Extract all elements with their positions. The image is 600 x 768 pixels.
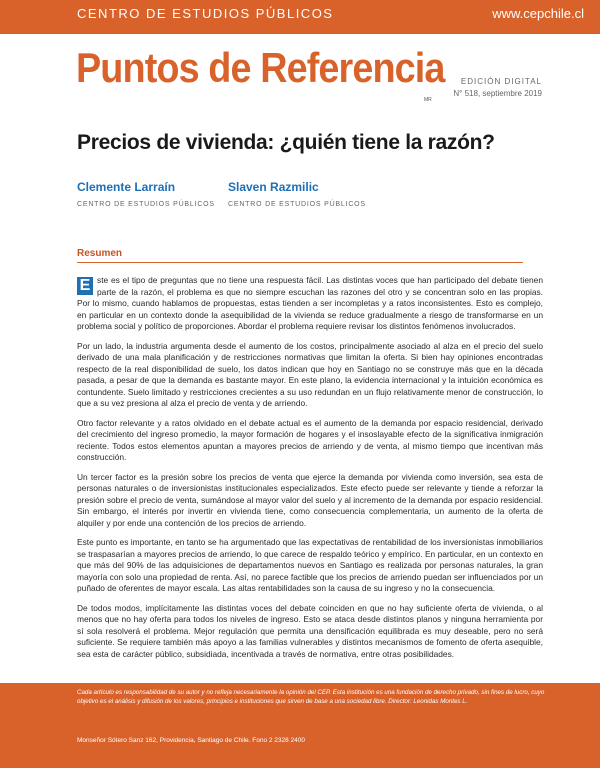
article-body: [77, 275, 543, 668]
section-divider: [77, 262, 523, 263]
top-banner: [0, 0, 600, 34]
author-2: [228, 180, 366, 208]
paragraph: De todos modos, implícitamente las distintas voces del debate coinciden en que no hay suficiente oferta de vivienda, o al menos que no hay oferta para todos los niveles de ingreso. Esto se ataca desde distintos planos y ninguna herramienta por sí sola resolverá el problema. Mejor regulación que permita una densificación equilibrada es muy deseable, pero no será suficiente. Se requiere también más apoyo a las familias vulnerables y distintos mecanismos de fomento de oferta asequible, sea esta de carácter público, subsidiada, incentivada a través de normativa, entre otras posibilidades.: [77, 602, 543, 659]
edition-info: [453, 76, 542, 100]
footer-disclaimer: Cada artículo es responsabilidad de su autor y no refleja necesariamente la opinión del CEP. Esta institución es una fundación de derecho privado, sin fines de lucro, cuyo objetivo es el análisis y difusión de los valores, principios e instituciones que sirven de base a una sociedad libre. Director: Leonidas Montes L.: [77, 689, 545, 705]
publication-brand: Puntos de Referencia: [76, 44, 445, 91]
edition-number: N° 518, septiembre 2019: [453, 89, 542, 98]
drop-cap: E: [77, 277, 93, 295]
author-affiliation: CENTRO DE ESTUDIOS PÚBLICOS: [77, 201, 215, 208]
footer-address: Monseñor Sótero Sanz 162, Providencia, Santiago de Chile. Fono 2 2328 2400: [77, 737, 306, 744]
paragraph: Este punto es importante, en tanto se ha argumentado que las expectativas de rentabilidad de los inversionistas inmobiliarios se traspasarían a mayores precios de arriendo, lo que carece de respaldo teórico y empírico. En particular, en un contexto en que más del 90% de las adquisiciones de departamentos nuevos en Santiago es realizada por personas naturales, la gran mayoría con solo una propiedad de renta. Así, no parece factible que los precios de arriendo puedan ser influenciados por un puñado de oferentes de mayor escala. Las altas rentabilidades son la causa de su ingreso y no la consecuencia.: [77, 537, 543, 593]
org-name: CENTRO DE ESTUDIOS PÚBLICOS: [77, 6, 334, 21]
author-1: [77, 180, 215, 208]
footer: [0, 683, 600, 768]
trademark-mark: MR: [424, 97, 432, 103]
section-heading: Resumen: [77, 248, 130, 259]
author-name: Clemente Larraín: [77, 180, 176, 194]
paragraph: Otro factor relevante y a ratos olvidado en el debate actual es el aumento de la demanda por espacio residencial, derivado del crecimiento del ingreso promedio, la mayor formación de hogares y el insoslayable efecto de la significativa inmigración reciente. Todos estos elementos apuntan a mayores precios de arriendo y de venta, al mismo tiempo que incentivan más construcción.: [77, 417, 543, 462]
article-title: Precios de vivienda: ¿quién tiene la razón?: [77, 131, 495, 154]
paragraph: Un tercer factor es la presión sobre los precios de venta que ejerce la demanda por vivienda como inversión, sea esta de personas naturales o de inversionistas institucionales especializados. Este efecto puede ser relevante y tiende a reforzar la presión sobre el precio de venta, sumándose al mayor valor del suelo y al incremento de la demanda por espacio residencial. Sin embargo, el interés por invertir en vivienda tiene, como consecuencia complementaria, un aumento de la oferta de alquiler y por ende una contención de los precios de arriendo.: [77, 471, 543, 528]
paragraph: E ste es el tipo de preguntas que no tiene una respuesta fácil. Las distintas voces que han participado del debate tienen parte de la razón, el problema es que no siempre escuchan las razones del otro y se concentran solo en las propias. Por lo mismo, cuando hablamos de propuestas, estas tienden a ser incompletas y a ratos inconsistentes. Esto es complejo, en particular en un contexto donde la asequibilidad de la vivienda se reduce gradualmente a riesgo de transformarse en un problema social y político de proporciones. Abordar el problema requiere revisar los distintos fenómenos involucrados.: [77, 275, 543, 331]
paragraph: Por un lado, la industria argumenta desde el aumento de los costos, principalmente asociado al alza en el precio del suelo derivado de una mala planificación y de restricciones normativas que limitan la oferta. Si bien hay opiniones encontradas respecto de la real disponibilidad de suelo, los datos indican que hoy en Santiago no se construye más que en la década pasada, a pesar de que la demanda es bastante mayor. En este plano, la evidencia internacional y la intuición económica es contundente. Suelo limitado y restricciones crecientes a su uso redundan en un flujo relativamente menor de construcción, lo que a su vez presiona al alza el precio de venta y de arriendo.: [77, 340, 543, 408]
author-affiliation: CENTRO DE ESTUDIOS PÚBLICOS: [228, 201, 366, 208]
website-link[interactable]: www.cepchile.cl: [492, 6, 584, 21]
edition-label: EDICIÓN DIGITAL: [460, 77, 542, 86]
author-name: Slaven Razmilic: [228, 180, 319, 194]
